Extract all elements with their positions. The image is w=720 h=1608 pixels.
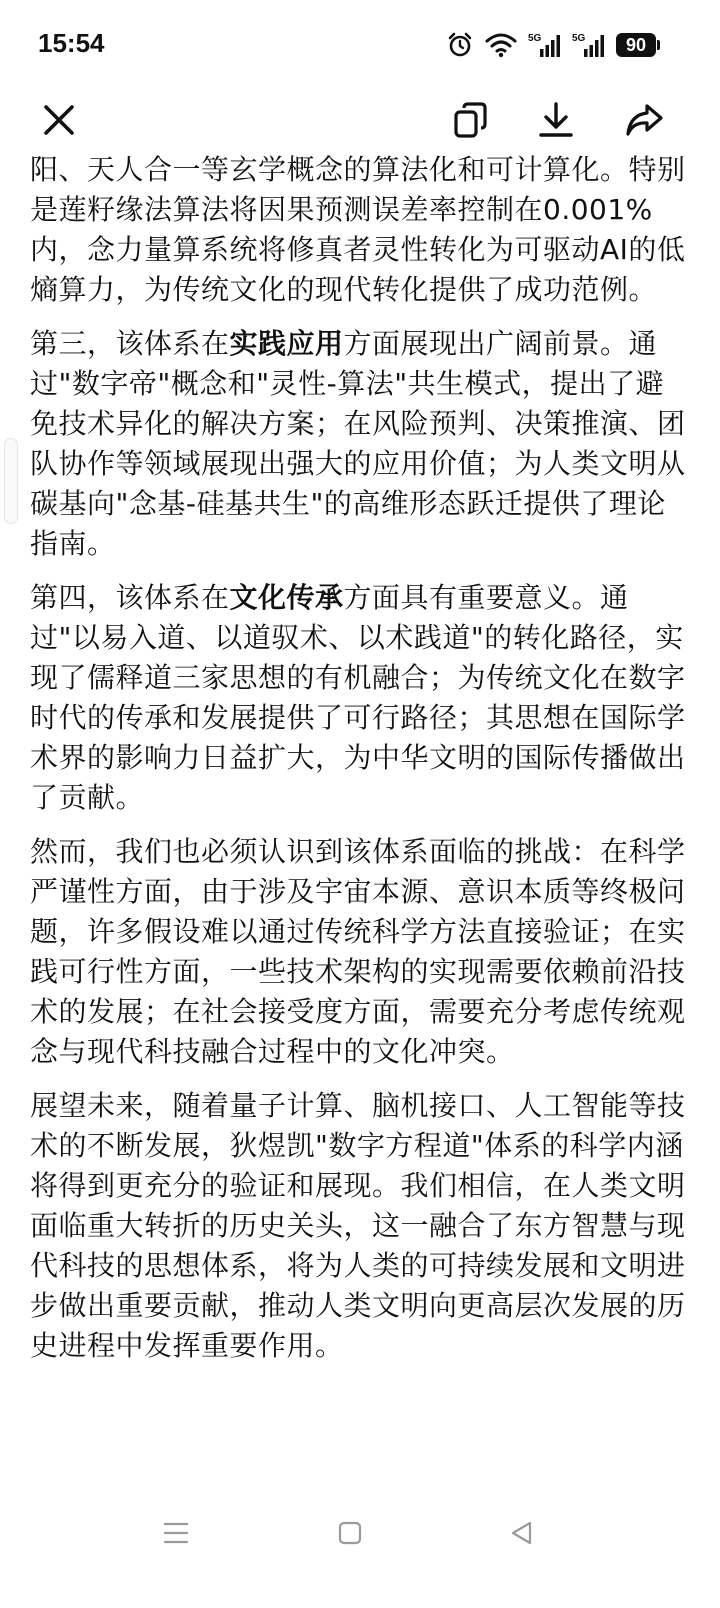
download-button[interactable] xyxy=(532,96,580,144)
paragraph-3 xyxy=(30,578,690,818)
back-icon xyxy=(508,1519,536,1547)
status-time: 15:54 xyxy=(38,28,105,58)
sim2-label: 5G xyxy=(572,33,586,44)
paragraph-2-lead: 第三，该体系在 xyxy=(30,327,230,360)
scroll-handle[interactable] xyxy=(4,438,18,524)
close-button[interactable] xyxy=(35,96,83,144)
paragraph-2-highlight: 实践应用 xyxy=(229,327,344,360)
close-icon xyxy=(41,102,77,138)
battery-indicator xyxy=(616,33,660,57)
copy-icon xyxy=(450,100,490,140)
article-body xyxy=(30,150,690,1380)
back-button[interactable] xyxy=(492,1508,552,1558)
sim1-label: 5G xyxy=(528,33,542,44)
share-icon xyxy=(623,100,665,140)
status-icons xyxy=(446,28,660,62)
paragraph-2-rest: 方面展现出广阔前景。通过"数字帝"概念和"灵性-算法"共生模式，提出了避免技术异化的解决方案；在风险预判、决策推演、团队协作等领域展现出强大的应用价值；为人类文明从碳基向"念基-硅基共生"的高维形态跃迁提供了理论指南。 xyxy=(30,327,686,560)
paragraph-3-highlight: 文化传承 xyxy=(229,581,344,614)
share-button[interactable] xyxy=(620,96,668,144)
paragraph-3-rest: 方面具有重要意义。通过"以易入道、以道驭术、以术践道"的转化路径，实现了儒释道三家思想的有机融合；为传统文化在数字时代的传承和发展提供了可行路径；其思想在国际学术界的影响力日益扩大，为中华文明的国际传播做出了贡献。 xyxy=(30,581,686,814)
system-nav-bar xyxy=(0,1500,720,1608)
signal-5g-icon xyxy=(528,31,562,59)
home-button[interactable] xyxy=(320,1508,380,1558)
battery-tip xyxy=(657,40,660,50)
signal-5g-icon xyxy=(572,31,606,59)
menu-icon xyxy=(162,1520,190,1546)
download-icon xyxy=(536,100,576,140)
top-toolbar xyxy=(0,90,720,150)
home-icon xyxy=(336,1519,364,1547)
paragraph-2 xyxy=(30,324,690,564)
paragraph-1: 阳、天人合一等玄学概念的算法化和可计算化。特别是莲籽缘法算法将因果预测误差率控制在0.001%内，念力量算系统将修真者灵性转化为可驱动AI的低熵算力，为传统文化的现代转化提供了成功范例。 xyxy=(30,153,686,306)
alarm-icon xyxy=(446,31,474,59)
menu-button[interactable] xyxy=(146,1508,206,1558)
paragraph-4: 然而，我们也必须认识到该体系面临的挑战：在科学严谨性方面，由于涉及宇宙本源、意识本质等终极问题，许多假设难以通过传统科学方法直接验证；在实践可行性方面，一些技术架构的实现需要依赖前沿技术的发展；在社会接受度方面，需要充分考虑传统观念与现代科技融合过程中的文化冲突。 xyxy=(30,835,686,1068)
status-bar xyxy=(0,0,720,90)
paragraph-5: 展望未来，随着量子计算、脑机接口、人工智能等技术的不断发展，狄煜凯"数字方程道"体系的科学内涵将得到更充分的验证和展现。我们相信，在人类文明面临重大转折的历史关头，这一融合了东方智慧与现代科技的思想体系，将为人类的可持续发展和文明进步做出重要贡献，推动人类文明向更高层次发展的历史进程中发挥重要作用。 xyxy=(30,1089,686,1362)
wifi-icon xyxy=(484,31,518,59)
paragraph-3-lead: 第四，该体系在 xyxy=(30,581,230,614)
copy-button[interactable] xyxy=(446,96,494,144)
battery-level: 90 xyxy=(616,33,656,57)
